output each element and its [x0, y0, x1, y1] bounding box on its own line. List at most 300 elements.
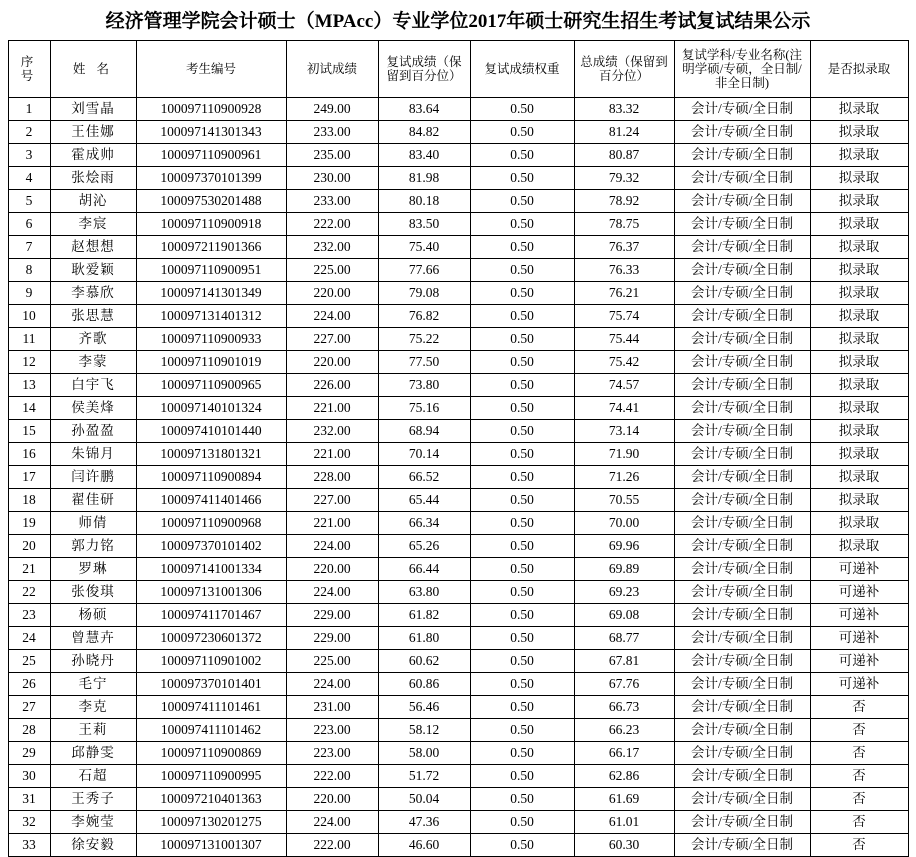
- cell-major: 会计/专硕/全日制: [674, 604, 810, 627]
- cell-candidate-id: 100097110900965: [136, 374, 286, 397]
- cell-retest-weight: 0.50: [470, 121, 574, 144]
- cell-admitted: 可递补: [810, 627, 908, 650]
- table-header-row: [8, 41, 908, 98]
- cell-candidate-id: 100097230601372: [136, 627, 286, 650]
- cell-retest-weight: 0.50: [470, 673, 574, 696]
- cell-first-exam-score: 220.00: [286, 351, 378, 374]
- cell-retest-score: 46.60: [378, 834, 470, 857]
- cell-name: 张烩雨: [50, 167, 136, 190]
- cell-major: 会计/专硕/全日制: [674, 190, 810, 213]
- cell-retest-score: 83.64: [378, 98, 470, 121]
- table-row: [8, 535, 908, 558]
- column-header-retest-weight: 复试成绩权重: [470, 41, 574, 98]
- cell-admitted: 可递补: [810, 558, 908, 581]
- retest-result-table: [8, 40, 909, 857]
- cell-first-exam-score: 225.00: [286, 650, 378, 673]
- cell-major: 会计/专硕/全日制: [674, 719, 810, 742]
- cell-total-score: 62.86: [574, 765, 674, 788]
- cell-sequence: 14: [8, 397, 50, 420]
- cell-candidate-id: 100097110900894: [136, 466, 286, 489]
- cell-total-score: 71.26: [574, 466, 674, 489]
- cell-retest-weight: 0.50: [470, 374, 574, 397]
- cell-sequence: 1: [8, 98, 50, 121]
- table-row: [8, 673, 908, 696]
- cell-name: 翟佳研: [50, 489, 136, 512]
- cell-first-exam-score: 220.00: [286, 282, 378, 305]
- table-row: [8, 811, 908, 834]
- cell-major: 会计/专硕/全日制: [674, 512, 810, 535]
- cell-name: 胡沁: [50, 190, 136, 213]
- cell-candidate-id: 100097131001306: [136, 581, 286, 604]
- cell-candidate-id: 100097411101461: [136, 696, 286, 719]
- cell-name: 郭力铭: [50, 535, 136, 558]
- cell-admitted: 可递补: [810, 604, 908, 627]
- cell-admitted: 可递补: [810, 581, 908, 604]
- cell-sequence: 32: [8, 811, 50, 834]
- column-header-major: 复试学科/专业名称(注明学硕/专硕，全日制/非全日制): [674, 41, 810, 98]
- table-row: [8, 236, 908, 259]
- cell-first-exam-score: 222.00: [286, 213, 378, 236]
- cell-retest-score: 58.12: [378, 719, 470, 742]
- cell-admitted: 否: [810, 788, 908, 811]
- cell-total-score: 76.37: [574, 236, 674, 259]
- table-row: [8, 259, 908, 282]
- table-row: [8, 144, 908, 167]
- cell-candidate-id: 100097110900961: [136, 144, 286, 167]
- cell-total-score: 71.90: [574, 443, 674, 466]
- table-row: [8, 190, 908, 213]
- cell-candidate-id: 100097130201275: [136, 811, 286, 834]
- cell-major: 会计/专硕/全日制: [674, 788, 810, 811]
- cell-major: 会计/专硕/全日制: [674, 765, 810, 788]
- cell-name: 毛宁: [50, 673, 136, 696]
- cell-first-exam-score: 222.00: [286, 834, 378, 857]
- cell-name: 闫许鹏: [50, 466, 136, 489]
- cell-retest-score: 50.04: [378, 788, 470, 811]
- cell-sequence: 33: [8, 834, 50, 857]
- cell-candidate-id: 100097110900928: [136, 98, 286, 121]
- cell-sequence: 19: [8, 512, 50, 535]
- cell-sequence: 30: [8, 765, 50, 788]
- table-row: [8, 98, 908, 121]
- cell-total-score: 75.42: [574, 351, 674, 374]
- cell-admitted: 拟录取: [810, 236, 908, 259]
- cell-total-score: 81.24: [574, 121, 674, 144]
- cell-candidate-id: 100097110900869: [136, 742, 286, 765]
- cell-total-score: 67.76: [574, 673, 674, 696]
- cell-first-exam-score: 227.00: [286, 489, 378, 512]
- cell-first-exam-score: 221.00: [286, 397, 378, 420]
- table-row: [8, 443, 908, 466]
- cell-first-exam-score: 231.00: [286, 696, 378, 719]
- table-row: [8, 581, 908, 604]
- cell-major: 会计/专硕/全日制: [674, 696, 810, 719]
- cell-name: 李克: [50, 696, 136, 719]
- cell-sequence: 16: [8, 443, 50, 466]
- cell-name: 王秀子: [50, 788, 136, 811]
- cell-total-score: 69.23: [574, 581, 674, 604]
- table-row: [8, 788, 908, 811]
- cell-retest-score: 65.26: [378, 535, 470, 558]
- cell-retest-score: 75.40: [378, 236, 470, 259]
- cell-retest-weight: 0.50: [470, 282, 574, 305]
- cell-retest-score: 75.16: [378, 397, 470, 420]
- cell-retest-weight: 0.50: [470, 144, 574, 167]
- cell-total-score: 61.01: [574, 811, 674, 834]
- column-header-first-exam-score: 初试成绩: [286, 41, 378, 98]
- cell-retest-weight: 0.50: [470, 558, 574, 581]
- cell-retest-weight: 0.50: [470, 236, 574, 259]
- cell-admitted: 拟录取: [810, 374, 908, 397]
- cell-first-exam-score: 232.00: [286, 236, 378, 259]
- cell-sequence: 31: [8, 788, 50, 811]
- cell-total-score: 60.30: [574, 834, 674, 857]
- cell-retest-score: 70.14: [378, 443, 470, 466]
- cell-sequence: 17: [8, 466, 50, 489]
- cell-retest-score: 60.86: [378, 673, 470, 696]
- cell-retest-score: 63.80: [378, 581, 470, 604]
- table-row: [8, 742, 908, 765]
- cell-sequence: 29: [8, 742, 50, 765]
- cell-major: 会计/专硕/全日制: [674, 489, 810, 512]
- cell-retest-weight: 0.50: [470, 765, 574, 788]
- cell-retest-weight: 0.50: [470, 834, 574, 857]
- cell-first-exam-score: 223.00: [286, 719, 378, 742]
- cell-admitted: 否: [810, 719, 908, 742]
- cell-sequence: 5: [8, 190, 50, 213]
- cell-retest-weight: 0.50: [470, 811, 574, 834]
- cell-total-score: 75.74: [574, 305, 674, 328]
- table-row: [8, 374, 908, 397]
- cell-admitted: 拟录取: [810, 213, 908, 236]
- table-row: [8, 696, 908, 719]
- cell-first-exam-score: 229.00: [286, 604, 378, 627]
- cell-candidate-id: 100097411101462: [136, 719, 286, 742]
- cell-total-score: 66.17: [574, 742, 674, 765]
- cell-candidate-id: 100097131401312: [136, 305, 286, 328]
- cell-total-score: 80.87: [574, 144, 674, 167]
- table-row: [8, 397, 908, 420]
- cell-major: 会计/专硕/全日制: [674, 282, 810, 305]
- cell-name: 张思慧: [50, 305, 136, 328]
- cell-admitted: 拟录取: [810, 328, 908, 351]
- cell-total-score: 74.57: [574, 374, 674, 397]
- cell-total-score: 67.81: [574, 650, 674, 673]
- cell-admitted: 拟录取: [810, 420, 908, 443]
- cell-sequence: 10: [8, 305, 50, 328]
- cell-first-exam-score: 220.00: [286, 788, 378, 811]
- cell-total-score: 78.92: [574, 190, 674, 213]
- cell-sequence: 22: [8, 581, 50, 604]
- cell-retest-weight: 0.50: [470, 259, 574, 282]
- cell-total-score: 78.75: [574, 213, 674, 236]
- cell-first-exam-score: 224.00: [286, 581, 378, 604]
- cell-first-exam-score: 235.00: [286, 144, 378, 167]
- column-header-total-score: 总成绩（保留到百分位）: [574, 41, 674, 98]
- cell-first-exam-score: 233.00: [286, 190, 378, 213]
- table-row: [8, 834, 908, 857]
- cell-candidate-id: 100097110900951: [136, 259, 286, 282]
- table-row: [8, 420, 908, 443]
- cell-candidate-id: 100097110900933: [136, 328, 286, 351]
- cell-retest-score: 61.80: [378, 627, 470, 650]
- cell-name: 石超: [50, 765, 136, 788]
- cell-retest-weight: 0.50: [470, 696, 574, 719]
- cell-major: 会计/专硕/全日制: [674, 811, 810, 834]
- cell-candidate-id: 100097411401466: [136, 489, 286, 512]
- cell-name: 徐安毅: [50, 834, 136, 857]
- cell-retest-score: 66.44: [378, 558, 470, 581]
- cell-retest-score: 73.80: [378, 374, 470, 397]
- cell-first-exam-score: 224.00: [286, 811, 378, 834]
- cell-major: 会计/专硕/全日制: [674, 581, 810, 604]
- cell-retest-score: 80.18: [378, 190, 470, 213]
- cell-candidate-id: 100097110901002: [136, 650, 286, 673]
- cell-name: 杨硕: [50, 604, 136, 627]
- cell-admitted: 拟录取: [810, 351, 908, 374]
- cell-major: 会计/专硕/全日制: [674, 627, 810, 650]
- table-row: [8, 604, 908, 627]
- cell-name: 罗琳: [50, 558, 136, 581]
- table-row: [8, 466, 908, 489]
- cell-candidate-id: 100097410101440: [136, 420, 286, 443]
- cell-candidate-id: 100097370101401: [136, 673, 286, 696]
- table-row: [8, 328, 908, 351]
- cell-retest-weight: 0.50: [470, 190, 574, 213]
- cell-retest-weight: 0.50: [470, 397, 574, 420]
- table-row: [8, 305, 908, 328]
- cell-admitted: 拟录取: [810, 305, 908, 328]
- cell-major: 会计/专硕/全日制: [674, 834, 810, 857]
- cell-retest-score: 83.50: [378, 213, 470, 236]
- table-body: [8, 98, 908, 857]
- cell-sequence: 4: [8, 167, 50, 190]
- cell-retest-score: 81.98: [378, 167, 470, 190]
- cell-total-score: 69.89: [574, 558, 674, 581]
- cell-admitted: 拟录取: [810, 121, 908, 144]
- cell-first-exam-score: 227.00: [286, 328, 378, 351]
- cell-admitted: 拟录取: [810, 190, 908, 213]
- cell-retest-weight: 0.50: [470, 98, 574, 121]
- cell-retest-score: 83.40: [378, 144, 470, 167]
- cell-major: 会计/专硕/全日制: [674, 673, 810, 696]
- cell-major: 会计/专硕/全日制: [674, 374, 810, 397]
- cell-candidate-id: 100097110901019: [136, 351, 286, 374]
- cell-candidate-id: 100097530201488: [136, 190, 286, 213]
- cell-major: 会计/专硕/全日制: [674, 742, 810, 765]
- cell-admitted: 拟录取: [810, 259, 908, 282]
- table-row: [8, 121, 908, 144]
- cell-first-exam-score: 228.00: [286, 466, 378, 489]
- cell-sequence: 6: [8, 213, 50, 236]
- cell-retest-weight: 0.50: [470, 328, 574, 351]
- cell-first-exam-score: 229.00: [286, 627, 378, 650]
- table-row: [8, 765, 908, 788]
- table-header: [8, 41, 908, 98]
- cell-candidate-id: 100097141001334: [136, 558, 286, 581]
- cell-retest-weight: 0.50: [470, 512, 574, 535]
- table-row: [8, 213, 908, 236]
- cell-candidate-id: 100097210401363: [136, 788, 286, 811]
- cell-sequence: 11: [8, 328, 50, 351]
- cell-name: 霍成帅: [50, 144, 136, 167]
- cell-major: 会计/专硕/全日制: [674, 98, 810, 121]
- cell-admitted: 拟录取: [810, 466, 908, 489]
- table-row: [8, 627, 908, 650]
- cell-name: 孙晓丹: [50, 650, 136, 673]
- cell-admitted: 否: [810, 696, 908, 719]
- cell-major: 会计/专硕/全日制: [674, 167, 810, 190]
- cell-sequence: 25: [8, 650, 50, 673]
- cell-candidate-id: 100097140101324: [136, 397, 286, 420]
- cell-retest-weight: 0.50: [470, 535, 574, 558]
- cell-sequence: 12: [8, 351, 50, 374]
- cell-retest-score: 79.08: [378, 282, 470, 305]
- cell-total-score: 69.08: [574, 604, 674, 627]
- column-header-candidate-id: 考生编号: [136, 41, 286, 98]
- cell-major: 会计/专硕/全日制: [674, 121, 810, 144]
- cell-sequence: 21: [8, 558, 50, 581]
- cell-admitted: 拟录取: [810, 167, 908, 190]
- cell-candidate-id: 100097110900968: [136, 512, 286, 535]
- cell-first-exam-score: 232.00: [286, 420, 378, 443]
- cell-major: 会计/专硕/全日制: [674, 351, 810, 374]
- cell-first-exam-score: 249.00: [286, 98, 378, 121]
- cell-first-exam-score: 222.00: [286, 765, 378, 788]
- cell-sequence: 24: [8, 627, 50, 650]
- table-row: [8, 282, 908, 305]
- cell-admitted: 拟录取: [810, 98, 908, 121]
- cell-name: 侯美烽: [50, 397, 136, 420]
- cell-major: 会计/专硕/全日制: [674, 305, 810, 328]
- cell-name: 李慕欣: [50, 282, 136, 305]
- cell-first-exam-score: 224.00: [286, 305, 378, 328]
- column-header-retest-score: 复试成绩（保留到百分位）: [378, 41, 470, 98]
- cell-name: 白宇飞: [50, 374, 136, 397]
- cell-major: 会计/专硕/全日制: [674, 420, 810, 443]
- cell-retest-weight: 0.50: [470, 443, 574, 466]
- cell-first-exam-score: 221.00: [286, 512, 378, 535]
- cell-total-score: 79.32: [574, 167, 674, 190]
- cell-major: 会计/专硕/全日制: [674, 236, 810, 259]
- cell-total-score: 66.73: [574, 696, 674, 719]
- cell-candidate-id: 100097370101399: [136, 167, 286, 190]
- cell-retest-weight: 0.50: [470, 213, 574, 236]
- cell-major: 会计/专硕/全日制: [674, 650, 810, 673]
- cell-retest-weight: 0.50: [470, 489, 574, 512]
- cell-total-score: 70.55: [574, 489, 674, 512]
- cell-sequence: 2: [8, 121, 50, 144]
- cell-candidate-id: 100097141301349: [136, 282, 286, 305]
- cell-candidate-id: 100097141301343: [136, 121, 286, 144]
- cell-sequence: 28: [8, 719, 50, 742]
- cell-retest-weight: 0.50: [470, 719, 574, 742]
- cell-major: 会计/专硕/全日制: [674, 558, 810, 581]
- cell-retest-score: 68.94: [378, 420, 470, 443]
- cell-retest-score: 58.00: [378, 742, 470, 765]
- cell-first-exam-score: 224.00: [286, 673, 378, 696]
- cell-admitted: 可递补: [810, 673, 908, 696]
- cell-retest-weight: 0.50: [470, 305, 574, 328]
- cell-sequence: 8: [8, 259, 50, 282]
- cell-total-score: 68.77: [574, 627, 674, 650]
- cell-admitted: 拟录取: [810, 144, 908, 167]
- cell-total-score: 66.23: [574, 719, 674, 742]
- cell-retest-score: 65.44: [378, 489, 470, 512]
- cell-admitted: 拟录取: [810, 282, 908, 305]
- cell-retest-weight: 0.50: [470, 788, 574, 811]
- cell-first-exam-score: 230.00: [286, 167, 378, 190]
- cell-name: 曾慧卉: [50, 627, 136, 650]
- cell-total-score: 69.96: [574, 535, 674, 558]
- cell-name: 耿爱颖: [50, 259, 136, 282]
- cell-candidate-id: 100097370101402: [136, 535, 286, 558]
- cell-name: 李宸: [50, 213, 136, 236]
- cell-sequence: 3: [8, 144, 50, 167]
- column-header-name: 姓 名: [50, 41, 136, 98]
- cell-retest-score: 60.62: [378, 650, 470, 673]
- cell-first-exam-score: 233.00: [286, 121, 378, 144]
- table-row: [8, 489, 908, 512]
- cell-sequence: 18: [8, 489, 50, 512]
- cell-major: 会计/专硕/全日制: [674, 466, 810, 489]
- cell-retest-score: 77.66: [378, 259, 470, 282]
- cell-total-score: 61.69: [574, 788, 674, 811]
- cell-major: 会计/专硕/全日制: [674, 259, 810, 282]
- cell-candidate-id: 100097131801321: [136, 443, 286, 466]
- cell-first-exam-score: 226.00: [286, 374, 378, 397]
- cell-retest-weight: 0.50: [470, 420, 574, 443]
- cell-name: 刘雪晶: [50, 98, 136, 121]
- cell-name: 赵想想: [50, 236, 136, 259]
- cell-retest-weight: 0.50: [470, 351, 574, 374]
- cell-retest-weight: 0.50: [470, 167, 574, 190]
- table-row: [8, 558, 908, 581]
- table-row: [8, 351, 908, 374]
- cell-sequence: 26: [8, 673, 50, 696]
- cell-major: 会计/专硕/全日制: [674, 213, 810, 236]
- cell-candidate-id: 100097411701467: [136, 604, 286, 627]
- cell-name: 李婉莹: [50, 811, 136, 834]
- cell-first-exam-score: 220.00: [286, 558, 378, 581]
- cell-retest-score: 56.46: [378, 696, 470, 719]
- table-row: [8, 512, 908, 535]
- cell-total-score: 70.00: [574, 512, 674, 535]
- cell-candidate-id: 100097211901366: [136, 236, 286, 259]
- cell-admitted: 可递补: [810, 650, 908, 673]
- cell-sequence: 13: [8, 374, 50, 397]
- cell-major: 会计/专硕/全日制: [674, 443, 810, 466]
- cell-total-score: 73.14: [574, 420, 674, 443]
- cell-retest-weight: 0.50: [470, 604, 574, 627]
- column-header-sequence: 序 号: [8, 41, 50, 98]
- page-title: 经济管理学院会计硕士（MPAcc）专业学位2017年硕士研究生招生考试复试结果公示: [105, 11, 811, 32]
- cell-retest-score: 76.82: [378, 305, 470, 328]
- cell-total-score: 76.33: [574, 259, 674, 282]
- cell-first-exam-score: 221.00: [286, 443, 378, 466]
- cell-retest-weight: 0.50: [470, 466, 574, 489]
- cell-admitted: 拟录取: [810, 443, 908, 466]
- cell-retest-score: 75.22: [378, 328, 470, 351]
- cell-first-exam-score: 224.00: [286, 535, 378, 558]
- cell-retest-weight: 0.50: [470, 650, 574, 673]
- cell-name: 王莉: [50, 719, 136, 742]
- cell-first-exam-score: 223.00: [286, 742, 378, 765]
- cell-sequence: 20: [8, 535, 50, 558]
- cell-admitted: 否: [810, 834, 908, 857]
- cell-major: 会计/专硕/全日制: [674, 328, 810, 351]
- cell-admitted: 拟录取: [810, 489, 908, 512]
